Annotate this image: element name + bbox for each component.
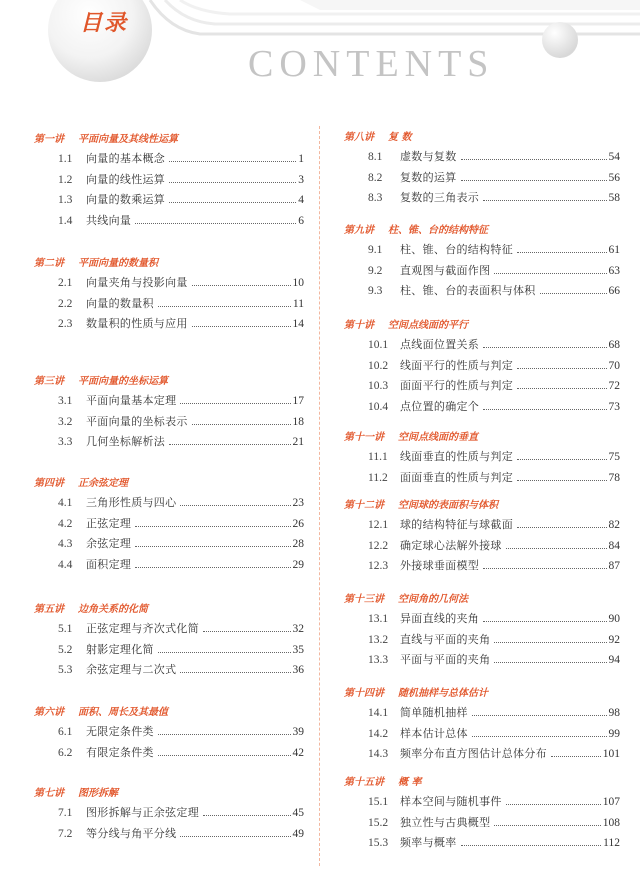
section-number: 14.1 [368, 707, 389, 719]
chapter-title: 空间点线面的平行 [388, 320, 468, 331]
toc-entry[interactable] [368, 814, 620, 830]
page-number: 107 [602, 796, 620, 808]
section-number: 11.1 [368, 451, 388, 463]
dot-leader [483, 409, 606, 410]
chapter-title: 平面向量及其线性运算 [78, 134, 178, 145]
section-title: 球的结构特征与球截面 [400, 518, 513, 531]
section-title: 向量夹角与投影向量 [86, 276, 188, 289]
section-title: 频率与概率 [400, 836, 457, 850]
section-title: 向量的线性运算 [86, 172, 166, 186]
chapter-heading[interactable] [344, 428, 478, 443]
dot-leader [517, 459, 607, 460]
chapter-heading[interactable] [34, 703, 168, 718]
dot-leader [461, 180, 607, 181]
section-number: 1.2 [58, 173, 73, 186]
chapter-heading[interactable] [344, 128, 411, 143]
page-number: 28 [292, 538, 304, 551]
section-title: 简单随机抽样 [400, 706, 468, 719]
section-number: 4.2 [58, 517, 73, 530]
section-title: 频率分布直方图估计总体分布 [400, 747, 547, 761]
section-title: 独立性与古典概型 [400, 815, 491, 829]
toc-entry[interactable] [58, 661, 304, 677]
chapter-heading[interactable] [34, 474, 128, 489]
dot-leader [494, 273, 606, 274]
dot-leader [135, 526, 290, 527]
page-number: 29 [292, 559, 304, 572]
section-title: 三角形性质与四心 [86, 496, 177, 509]
section-number: 15.3 [368, 837, 389, 850]
page-number: 99 [608, 727, 620, 740]
page-number: 73 [608, 401, 620, 414]
page-number: 61 [608, 244, 620, 256]
page-number: 92 [608, 633, 620, 646]
dot-leader [203, 815, 291, 816]
chapter-label: 第一讲 [34, 134, 64, 145]
toc-entry[interactable] [368, 398, 620, 414]
dot-leader [483, 568, 606, 569]
dot-leader [483, 621, 606, 622]
section-title: 样本空间与随机事件 [400, 795, 502, 808]
contents-heading: CONTENTS [248, 43, 495, 85]
section-number: 4.1 [58, 497, 73, 509]
dot-leader [158, 306, 291, 307]
section-number: 3.1 [58, 395, 73, 407]
chapter-label: 第九讲 [344, 225, 374, 236]
section-title: 点位置的确定个 [400, 400, 480, 414]
toc-entry[interactable] [58, 494, 304, 510]
toc-entry[interactable] [58, 825, 304, 841]
section-title: 数量积的性质与应用 [86, 317, 188, 331]
toc-entry[interactable] [58, 433, 304, 449]
page-number: 63 [608, 264, 620, 277]
page-number: 45 [292, 807, 304, 819]
chapter-title: 边角关系的化简 [78, 604, 148, 615]
page-title: 目录 [80, 10, 129, 36]
toc-entry[interactable] [368, 377, 620, 393]
dot-leader [517, 480, 607, 481]
chapter-label: 第四讲 [34, 478, 64, 489]
chapter-title: 平面向量的数量积 [78, 258, 158, 269]
section-title: 余弦定理 [86, 537, 132, 551]
toc-entry[interactable] [368, 704, 620, 720]
dot-leader [180, 672, 290, 673]
chapter-heading[interactable] [34, 372, 168, 387]
dot-leader [135, 546, 290, 547]
toc-entry[interactable] [58, 171, 304, 187]
dot-leader [135, 567, 290, 568]
chapter-label: 第十讲 [344, 320, 374, 331]
toc-entry[interactable] [58, 723, 304, 739]
section-number: 4.3 [58, 538, 73, 551]
section-number: 7.1 [58, 807, 73, 819]
chapter-title: 面积、周长及其最值 [78, 707, 168, 718]
chapter-label: 第七讲 [34, 788, 64, 799]
column-divider [319, 126, 320, 866]
section-number: 14.3 [368, 748, 389, 761]
dot-leader [192, 424, 291, 425]
toc-entry[interactable] [368, 282, 620, 298]
dot-leader [461, 159, 607, 160]
section-title: 平面与平面的夹角 [400, 653, 491, 667]
chapter-heading[interactable] [34, 784, 118, 799]
page-number: 11 [292, 297, 304, 310]
page-number: 36 [292, 664, 304, 677]
page-number: 35 [292, 643, 304, 656]
dot-leader [517, 388, 607, 389]
page-number: 54 [608, 151, 620, 163]
section-title: 线面平行的性质与判定 [400, 358, 513, 372]
toc-entry[interactable] [58, 212, 304, 228]
page-number: 78 [608, 471, 620, 484]
section-number: 14.2 [368, 727, 389, 740]
chapter-heading[interactable] [34, 254, 158, 269]
chapter-heading[interactable] [344, 316, 468, 331]
dot-leader [203, 631, 291, 632]
section-number: 4.4 [58, 559, 73, 572]
toc-entry[interactable] [58, 413, 304, 429]
section-number: 10.3 [368, 380, 389, 393]
toc-entry[interactable] [368, 557, 620, 573]
dot-leader [158, 734, 291, 735]
section-number: 7.2 [58, 827, 73, 840]
dot-leader [483, 347, 606, 348]
chapter-title: 空间角的几何法 [398, 594, 468, 605]
toc-entry[interactable] [368, 834, 620, 850]
chapter-heading[interactable] [344, 684, 488, 699]
dot-leader [506, 804, 601, 805]
toc-entry[interactable] [58, 315, 304, 331]
section-title: 无限定条件类 [86, 725, 154, 738]
chapter-heading[interactable] [344, 590, 468, 605]
page-number: 112 [603, 837, 620, 850]
section-title: 向量的数量积 [86, 296, 154, 310]
section-number: 8.1 [368, 151, 383, 163]
dot-leader [180, 836, 290, 837]
toc-entry[interactable] [58, 620, 304, 636]
page-number: 1 [298, 153, 304, 165]
section-number: 13.3 [368, 654, 389, 667]
page-number: 32 [292, 623, 304, 635]
section-number: 13.1 [368, 613, 389, 625]
section-number: 12.1 [368, 519, 389, 531]
section-title: 射影定理化简 [86, 642, 154, 656]
page-number: 49 [292, 827, 304, 840]
page-number: 17 [292, 395, 304, 407]
section-number: 2.1 [58, 277, 73, 289]
section-title: 向量的基本概念 [86, 152, 166, 165]
page-number: 87 [608, 560, 620, 573]
section-number: 3.3 [58, 436, 73, 449]
dot-leader [494, 825, 600, 826]
dot-leader [169, 161, 296, 162]
section-title: 点线面位置关系 [400, 338, 480, 351]
page-number: 18 [292, 415, 304, 428]
section-number: 9.2 [368, 264, 383, 277]
dot-leader [472, 715, 607, 716]
page-number: 94 [608, 654, 620, 667]
section-title: 柱、锥、台的结构特征 [400, 243, 513, 256]
section-number: 1.3 [58, 194, 73, 207]
section-number: 11.2 [368, 471, 388, 484]
dot-leader [158, 755, 291, 756]
dot-leader [169, 182, 296, 183]
chapter-title: 复 数 [388, 132, 412, 143]
chapter-heading[interactable] [344, 773, 421, 788]
section-title: 图形拆解与正余弦定理 [86, 806, 199, 819]
section-number: 13.2 [368, 633, 389, 646]
section-title: 线面垂直的性质与判定 [400, 450, 513, 463]
section-number: 2.3 [58, 318, 73, 331]
chapter-title: 空间点线面的垂直 [398, 432, 478, 443]
toc-entry[interactable] [368, 725, 620, 741]
toc-entry[interactable] [58, 556, 304, 572]
chapter-title: 空间球的表面积与体积 [398, 500, 498, 511]
toc-entry[interactable] [58, 804, 304, 820]
section-title: 平面向量基本定理 [86, 394, 177, 407]
section-number: 1.1 [58, 153, 73, 165]
page-number: 84 [608, 539, 620, 552]
section-title: 等分线与角平分线 [86, 826, 177, 840]
dot-leader [551, 756, 601, 757]
section-title: 平面向量的坐标表示 [86, 414, 188, 428]
chapter-label: 第五讲 [34, 604, 64, 615]
section-title: 样本估计总体 [400, 726, 468, 740]
toc-entry[interactable] [368, 189, 620, 205]
chapter-label: 第十四讲 [344, 688, 384, 699]
chapter-label: 第八讲 [344, 132, 374, 143]
page-number: 72 [608, 380, 620, 393]
toc-entry[interactable] [368, 537, 620, 553]
section-number: 10.1 [368, 339, 389, 351]
section-title: 有限定条件类 [86, 745, 154, 759]
chapter-label: 第十一讲 [344, 432, 384, 443]
dot-leader [135, 223, 296, 224]
page-number: 56 [608, 171, 620, 184]
chapter-title: 随机抽样与总体估计 [398, 688, 488, 699]
section-number: 10.4 [368, 401, 389, 414]
section-title: 复数的三角表示 [400, 191, 480, 205]
section-number: 6.2 [58, 746, 73, 759]
toc-entry[interactable] [368, 516, 620, 532]
chapter-label: 第十三讲 [344, 594, 384, 605]
page-number: 98 [608, 707, 620, 719]
section-title: 面面平行的性质与判定 [400, 379, 513, 393]
chapter-label: 第二讲 [34, 258, 64, 269]
section-title: 正弦定理与齐次式化简 [86, 622, 199, 635]
dot-leader [158, 652, 291, 653]
section-title: 柱、锥、台的表面积与体积 [400, 284, 536, 298]
page-number: 42 [292, 746, 304, 759]
page-number: 68 [608, 339, 620, 351]
section-number: 9.3 [368, 285, 383, 298]
chapter-label: 第十五讲 [344, 777, 384, 788]
dot-leader [169, 444, 290, 445]
section-title: 确定球心法解外接球 [400, 538, 502, 552]
toc-entry[interactable] [368, 336, 620, 352]
toc-entry[interactable] [368, 357, 620, 373]
section-number: 8.3 [368, 192, 383, 205]
chapter-title: 概 率 [398, 777, 422, 788]
toc-entry[interactable] [368, 469, 620, 485]
page-number: 10 [292, 277, 304, 289]
dot-leader [506, 548, 607, 549]
toc-entry[interactable] [58, 641, 304, 657]
page-number: 75 [608, 451, 620, 463]
page-number: 70 [608, 359, 620, 372]
chapter-title: 正余弦定理 [78, 478, 128, 489]
dot-leader [192, 285, 291, 286]
section-title: 异面直线的夹角 [400, 612, 480, 625]
section-title: 余弦定理与二次式 [86, 663, 177, 677]
section-number: 15.2 [368, 816, 389, 829]
toc-entry[interactable] [58, 744, 304, 760]
toc-entry[interactable] [368, 148, 620, 164]
page-number: 108 [602, 816, 620, 829]
chapter-heading[interactable] [344, 221, 488, 236]
header [0, 0, 640, 112]
toc-entry[interactable] [368, 651, 620, 667]
chapter-title: 图形拆解 [78, 788, 118, 799]
section-number: 8.2 [368, 171, 383, 184]
chapter-title: 平面向量的坐标运算 [78, 376, 168, 387]
page-number: 6 [298, 215, 304, 228]
dot-leader [483, 200, 606, 201]
section-title: 共线向量 [86, 214, 132, 228]
dot-leader [461, 845, 602, 846]
toc-entry[interactable] [368, 793, 620, 809]
dot-leader [472, 736, 607, 737]
section-number: 1.4 [58, 215, 73, 228]
toc-entry[interactable] [368, 262, 620, 278]
toc-entry[interactable] [368, 745, 620, 761]
section-title: 正弦定理 [86, 516, 132, 530]
page-number: 66 [608, 285, 620, 298]
page-number: 82 [608, 519, 620, 531]
section-title: 直线与平面的夹角 [400, 632, 491, 646]
chapter-heading[interactable] [344, 496, 498, 511]
chapter-label: 第六讲 [34, 707, 64, 718]
section-title: 虚数与复数 [400, 150, 457, 163]
section-title: 面积定理 [86, 558, 132, 572]
toc-entry[interactable] [58, 274, 304, 290]
section-title: 几何坐标解析法 [86, 435, 166, 449]
toc-entry[interactable] [368, 169, 620, 185]
dot-leader [494, 642, 606, 643]
section-number: 5.2 [58, 643, 73, 656]
section-number: 10.2 [368, 359, 389, 372]
toc-entry[interactable] [58, 150, 304, 166]
section-title: 直观图与截面作图 [400, 263, 491, 277]
page-number: 21 [292, 436, 304, 449]
chapter-title: 柱、锥、台的结构特征 [388, 225, 488, 236]
toc-entry[interactable] [58, 392, 304, 408]
section-number: 12.3 [368, 560, 389, 573]
dot-leader [540, 293, 607, 294]
section-number: 5.3 [58, 664, 73, 677]
chapter-heading[interactable] [34, 600, 148, 615]
dot-leader [180, 505, 290, 506]
section-number: 2.2 [58, 297, 73, 310]
dot-leader [169, 202, 296, 203]
toc-entry[interactable] [368, 631, 620, 647]
page-number: 90 [608, 613, 620, 625]
chapter-label: 第三讲 [34, 376, 64, 387]
section-title: 复数的运算 [400, 170, 457, 184]
toc-entry[interactable] [58, 535, 304, 551]
section-number: 9.1 [368, 244, 383, 256]
dot-leader [494, 662, 606, 663]
dot-leader [517, 368, 607, 369]
page-number: 3 [298, 173, 304, 186]
page-number: 23 [292, 497, 304, 509]
toc-entry[interactable] [58, 295, 304, 311]
page-number: 101 [602, 748, 620, 761]
page-number: 26 [292, 517, 304, 530]
page-number: 4 [298, 194, 304, 207]
dot-leader [192, 326, 291, 327]
toc-entry[interactable] [58, 191, 304, 207]
section-number: 15.1 [368, 796, 389, 808]
dot-leader [517, 527, 607, 528]
section-number: 3.2 [58, 415, 73, 428]
dot-leader [180, 403, 290, 404]
toc-entry[interactable] [368, 241, 620, 257]
section-number: 12.2 [368, 539, 389, 552]
toc-entry[interactable] [368, 610, 620, 626]
dot-leader [517, 252, 607, 253]
section-number: 6.1 [58, 726, 73, 738]
section-title: 向量的数乘运算 [86, 193, 166, 207]
page-number: 58 [608, 192, 620, 205]
chapter-heading[interactable] [34, 130, 178, 145]
page-number: 39 [292, 726, 304, 738]
section-title: 面面垂直的性质与判定 [400, 470, 513, 484]
chapter-label: 第十二讲 [344, 500, 384, 511]
section-number: 5.1 [58, 623, 73, 635]
page-number: 14 [292, 318, 304, 331]
section-title: 外接球垂面模型 [400, 559, 480, 573]
toc-entry[interactable] [368, 448, 620, 464]
toc-entry[interactable] [58, 515, 304, 531]
